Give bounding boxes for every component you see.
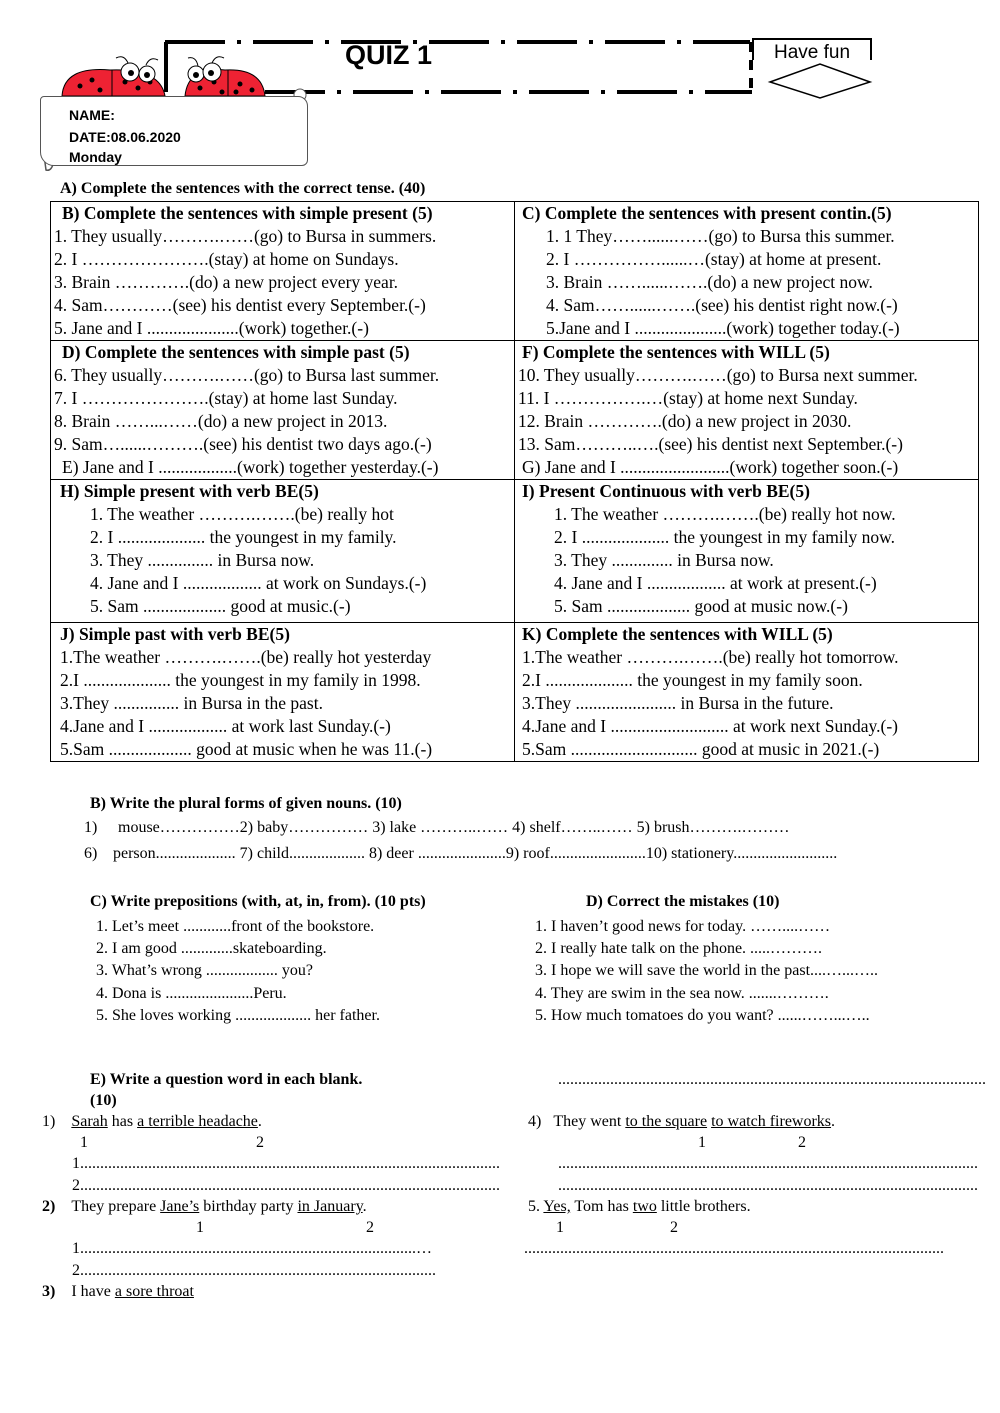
box-b-item[interactable]: 4. Sam…………(see) his dentist every September.(-) [54,295,426,315]
part-label-1: 1 [556,1219,564,1236]
question-3 [42,1283,194,1301]
box-d-item[interactable]: 8. Brain ……...……(do) a new project in 2013. [54,411,388,431]
mistake-item[interactable]: 4. They are swim in the sea now. .......………. [535,985,829,1002]
answer-line[interactable]: ......................................................................................................... [524,1240,944,1257]
part-label-2: 2 [366,1219,374,1236]
box-c-item[interactable]: 4. Sam……......…….(see) his dentist right now.(-) [546,295,898,315]
box-i-item[interactable]: 4. Jane and I .................. at work at present.(-) [554,573,877,593]
box-j-heading: J) Simple past with verb BE(5) [60,624,290,644]
box-d-item[interactable]: 6. They usually……….……(go) to Bursa last summer. [54,365,440,385]
box-i-item[interactable]: 3. They .............. in Bursa now. [554,550,774,570]
box-d-heading: D) Complete the sentences with simple past (5) [62,342,410,362]
section-a-heading: A) Complete the sentences with the correct tense. (40) [60,180,426,197]
part-label-2: 2 [670,1219,678,1236]
box-b [51,202,515,341]
section-b-heading: B) Write the plural forms of given nouns. (10) [90,795,402,812]
question-text: . [362,1198,367,1215]
ladybug-right-icon [185,57,265,96]
preposition-item[interactable]: 4. Dona is ......................Peru. [96,985,287,1002]
section-e-points: (10) [90,1092,117,1109]
mistake-item[interactable]: 3. I hope we will save the world in the past....…...….. [535,962,879,979]
question-text: Tom has [570,1198,633,1215]
question-text: has [107,1113,138,1130]
preposition-item[interactable]: 2. I am good .............skateboarding. [96,940,327,957]
underlined-part-2: a terrible headache [137,1113,258,1130]
answer-line[interactable]: 1......................................................................................................... [72,1155,500,1172]
diamond-shape [770,64,870,98]
question-2 [42,1198,367,1216]
underlined-part-1: to the square [625,1113,708,1130]
answer-line[interactable]: 2......................................................................................................... [72,1177,500,1194]
underlined-part-2: to watch fireworks [711,1113,832,1130]
ladybug-left-icon [62,57,165,96]
part-label-1: 1 [80,1134,88,1151]
answer-line[interactable]: 1....................................................................................… [72,1240,432,1257]
underlined-part-1: Jane’s [160,1198,200,1215]
tense-exercise-grid [50,201,979,762]
question-text: little brothers. [656,1198,751,1215]
name-label[interactable]: NAME: [69,107,115,123]
underlined-part-1: Sarah [71,1113,108,1130]
box-i-item[interactable]: 1. The weather ……….…….(be) really hot now. [554,504,896,524]
box-d [51,341,515,480]
mistake-item[interactable]: 5. How much tomatoes do you want? ......……...….. [535,1007,870,1024]
box-h-heading: H) Simple present with verb BE(5) [60,481,319,501]
box-f-heading: F) Complete the sentences with WILL (5) [522,342,830,362]
box-f-item[interactable]: 10. They usually……….……(go) to Bursa next summer. [518,365,918,385]
grid-row-2 [51,341,979,480]
plural-line-2[interactable]: person.................... 7) child................... 8) deer ......................9) roof........................10) stationery.......................... [113,845,838,862]
box-b-item[interactable]: 1. They usually……….……(go) to Bursa in summers. [54,226,437,246]
box-k-item[interactable]: 3.They ....................... in Bursa in the future. [522,693,834,713]
box-f-item[interactable]: 13. Sam………..….(see) his dentist next September.(-) [518,434,903,454]
box-j [51,623,515,762]
box-h-item[interactable]: 4. Jane and I .................. at work on Sundays.(-) [90,573,427,593]
preposition-item[interactable]: 1. Let’s meet ............front of the bookstore. [96,918,375,935]
part-label-2: 2 [798,1134,806,1151]
box-c [515,202,979,341]
box-b-item[interactable]: 3. Brain ………….(do) a new project every year. [54,272,399,292]
answer-line[interactable]: 2......................................................................................... [72,1262,436,1279]
box-h-item[interactable]: 2. I .................... the youngest in my family. [90,527,397,547]
answer-line[interactable]: ......................................................................................................... [558,1177,978,1194]
student-info-scroll [40,96,308,166]
section-d-heading: D) Correct the mistakes (10) [586,893,780,910]
box-c-item[interactable]: 3. Brain ……......…….(do) a new project now. [546,272,873,292]
box-k-item[interactable]: 1.The weather ……….…….(be) really hot tomorrow. [522,647,899,667]
box-c-item[interactable]: 1. 1 They……......……(go) to Bursa this summer. [546,226,895,246]
box-f-item[interactable]: 12. Brain ………….(do) a new project in 2030. [518,411,852,431]
box-k-heading: K) Complete the sentences with WILL (5) [522,624,833,644]
date-label: DATE:08.06.2020 [69,129,181,145]
box-i-item[interactable]: 5. Sam ................... good at music now.(-) [554,596,848,616]
question-text: . [831,1113,836,1130]
underlined-part-2: in January [297,1198,363,1215]
mistake-item[interactable]: 1. I haven’t good news for today. ……....…… [535,918,831,935]
quiz-title: QUIZ 1 [345,40,433,70]
box-k-item[interactable]: 5.Sam ............................. good at music in 2021.(-) [522,739,880,759]
plural-line-1[interactable]: mouse……………2) baby…………… 3) lake ………..…… 4) shelf……..…… 5) brush……….……… [118,819,790,836]
question-number: 5. [528,1198,540,1215]
question-text: birthday party [199,1198,298,1215]
part-label-1: 1 [196,1219,204,1236]
grid-row-3 [51,480,979,623]
box-k-item[interactable]: 2.I .................... the youngest in my family soon. [522,670,863,690]
question-5 [528,1198,751,1216]
underlined-part-2: two [632,1198,657,1215]
box-j-item[interactable]: 1.The weather ……….…….(be) really hot yesterday [60,647,432,667]
box-i-item[interactable]: 2. I .................... the youngest in my family now. [554,527,896,547]
box-b-item[interactable]: 5. Jane and I .....................(work) together.(-) [54,318,369,338]
box-f-item[interactable]: 11. I …………….…(stay) at home next Sunday. [518,388,858,408]
mistake-item[interactable]: 2. I really hate talk on the phone. .....………. [535,940,823,957]
question-number: 4) [528,1113,542,1130]
preposition-item[interactable]: 5. She loves working ................... her father. [96,1007,380,1024]
box-i [515,480,979,623]
day-label: Monday [69,149,122,165]
question-number: 2) [42,1198,56,1215]
answer-line[interactable]: ........................................................................................................... [558,1071,986,1088]
box-b-item[interactable]: 2. I ………………….(stay) at home on Sundays. [54,249,399,269]
box-h-item[interactable]: 3. They ............... in Bursa now. [90,550,315,570]
box-j-item[interactable]: 5.Sam ................... good at music when he was 11.(-) [60,739,433,759]
part-label-1: 1 [698,1134,706,1151]
grid-row-1 [51,202,979,341]
question-number: 3) [42,1283,56,1300]
answer-line[interactable]: ......................................................................................................... [558,1155,978,1172]
box-k-item[interactable]: 4.Jane and I ........................... at work next Sunday.(-) [522,716,899,736]
box-d-item[interactable]: E) Jane and I ..................(work) together yesterday.(-) [62,457,439,477]
box-j-item[interactable]: 3.They ............... in Bursa in the past. [60,693,323,713]
section-e-heading: E) Write a question word in each blank. [90,1071,363,1088]
box-f [515,341,979,480]
box-c-item[interactable]: 5.Jane and I .....................(work) together today.(-) [546,318,900,338]
have-fun-badge: Have fun [752,38,872,60]
question-text: They prepare [71,1198,161,1215]
box-d-item[interactable]: 7. I ………………….(stay) at home last Sunday. [54,388,398,408]
box-h-item[interactable]: 1. The weather ……….…….(be) really hot [90,504,394,524]
box-k [515,623,979,762]
box-h [51,480,515,623]
question-text: They went [553,1113,626,1130]
box-h-item[interactable]: 5. Sam ................... good at music.(-) [90,596,351,616]
box-c-item[interactable]: 2. I ……………......…(stay) at home at present. [546,249,882,269]
question-1 [42,1113,262,1131]
box-i-heading: I) Present Continuous with verb BE(5) [522,481,810,501]
plural-line-1-number: 1) [84,819,98,836]
box-d-item[interactable]: 9. Sam…......……….(see) his dentist two days ago.(-) [54,434,432,454]
section-c-heading: C) Write prepositions (with, at, in, from). (10 pts) [90,893,426,910]
box-c-heading: C) Complete the sentences with present contin.(5) [522,203,892,223]
question-4 [528,1113,835,1131]
grid-row-4 [51,623,979,762]
plural-line-2-number: 6) [84,845,98,862]
question-number: 1) [42,1113,56,1130]
preposition-item[interactable]: 3. What’s wrong .................. you? [96,962,314,979]
box-j-item[interactable]: 4.Jane and I .................. at work last Sunday.(-) [60,716,391,736]
box-j-item[interactable]: 2.I .................... the youngest in my family in 1998. [60,670,421,690]
part-label-2: 2 [256,1134,264,1151]
box-f-item[interactable]: G) Jane and I .........................(work) together soon.(-) [522,457,899,477]
question-text: I have [71,1283,115,1300]
question-text: . [257,1113,262,1130]
underlined-part-1: Yes, [543,1198,571,1215]
box-b-heading: B) Complete the sentences with simple present (5) [62,203,433,223]
underlined-part-1: a sore throat [114,1283,194,1300]
